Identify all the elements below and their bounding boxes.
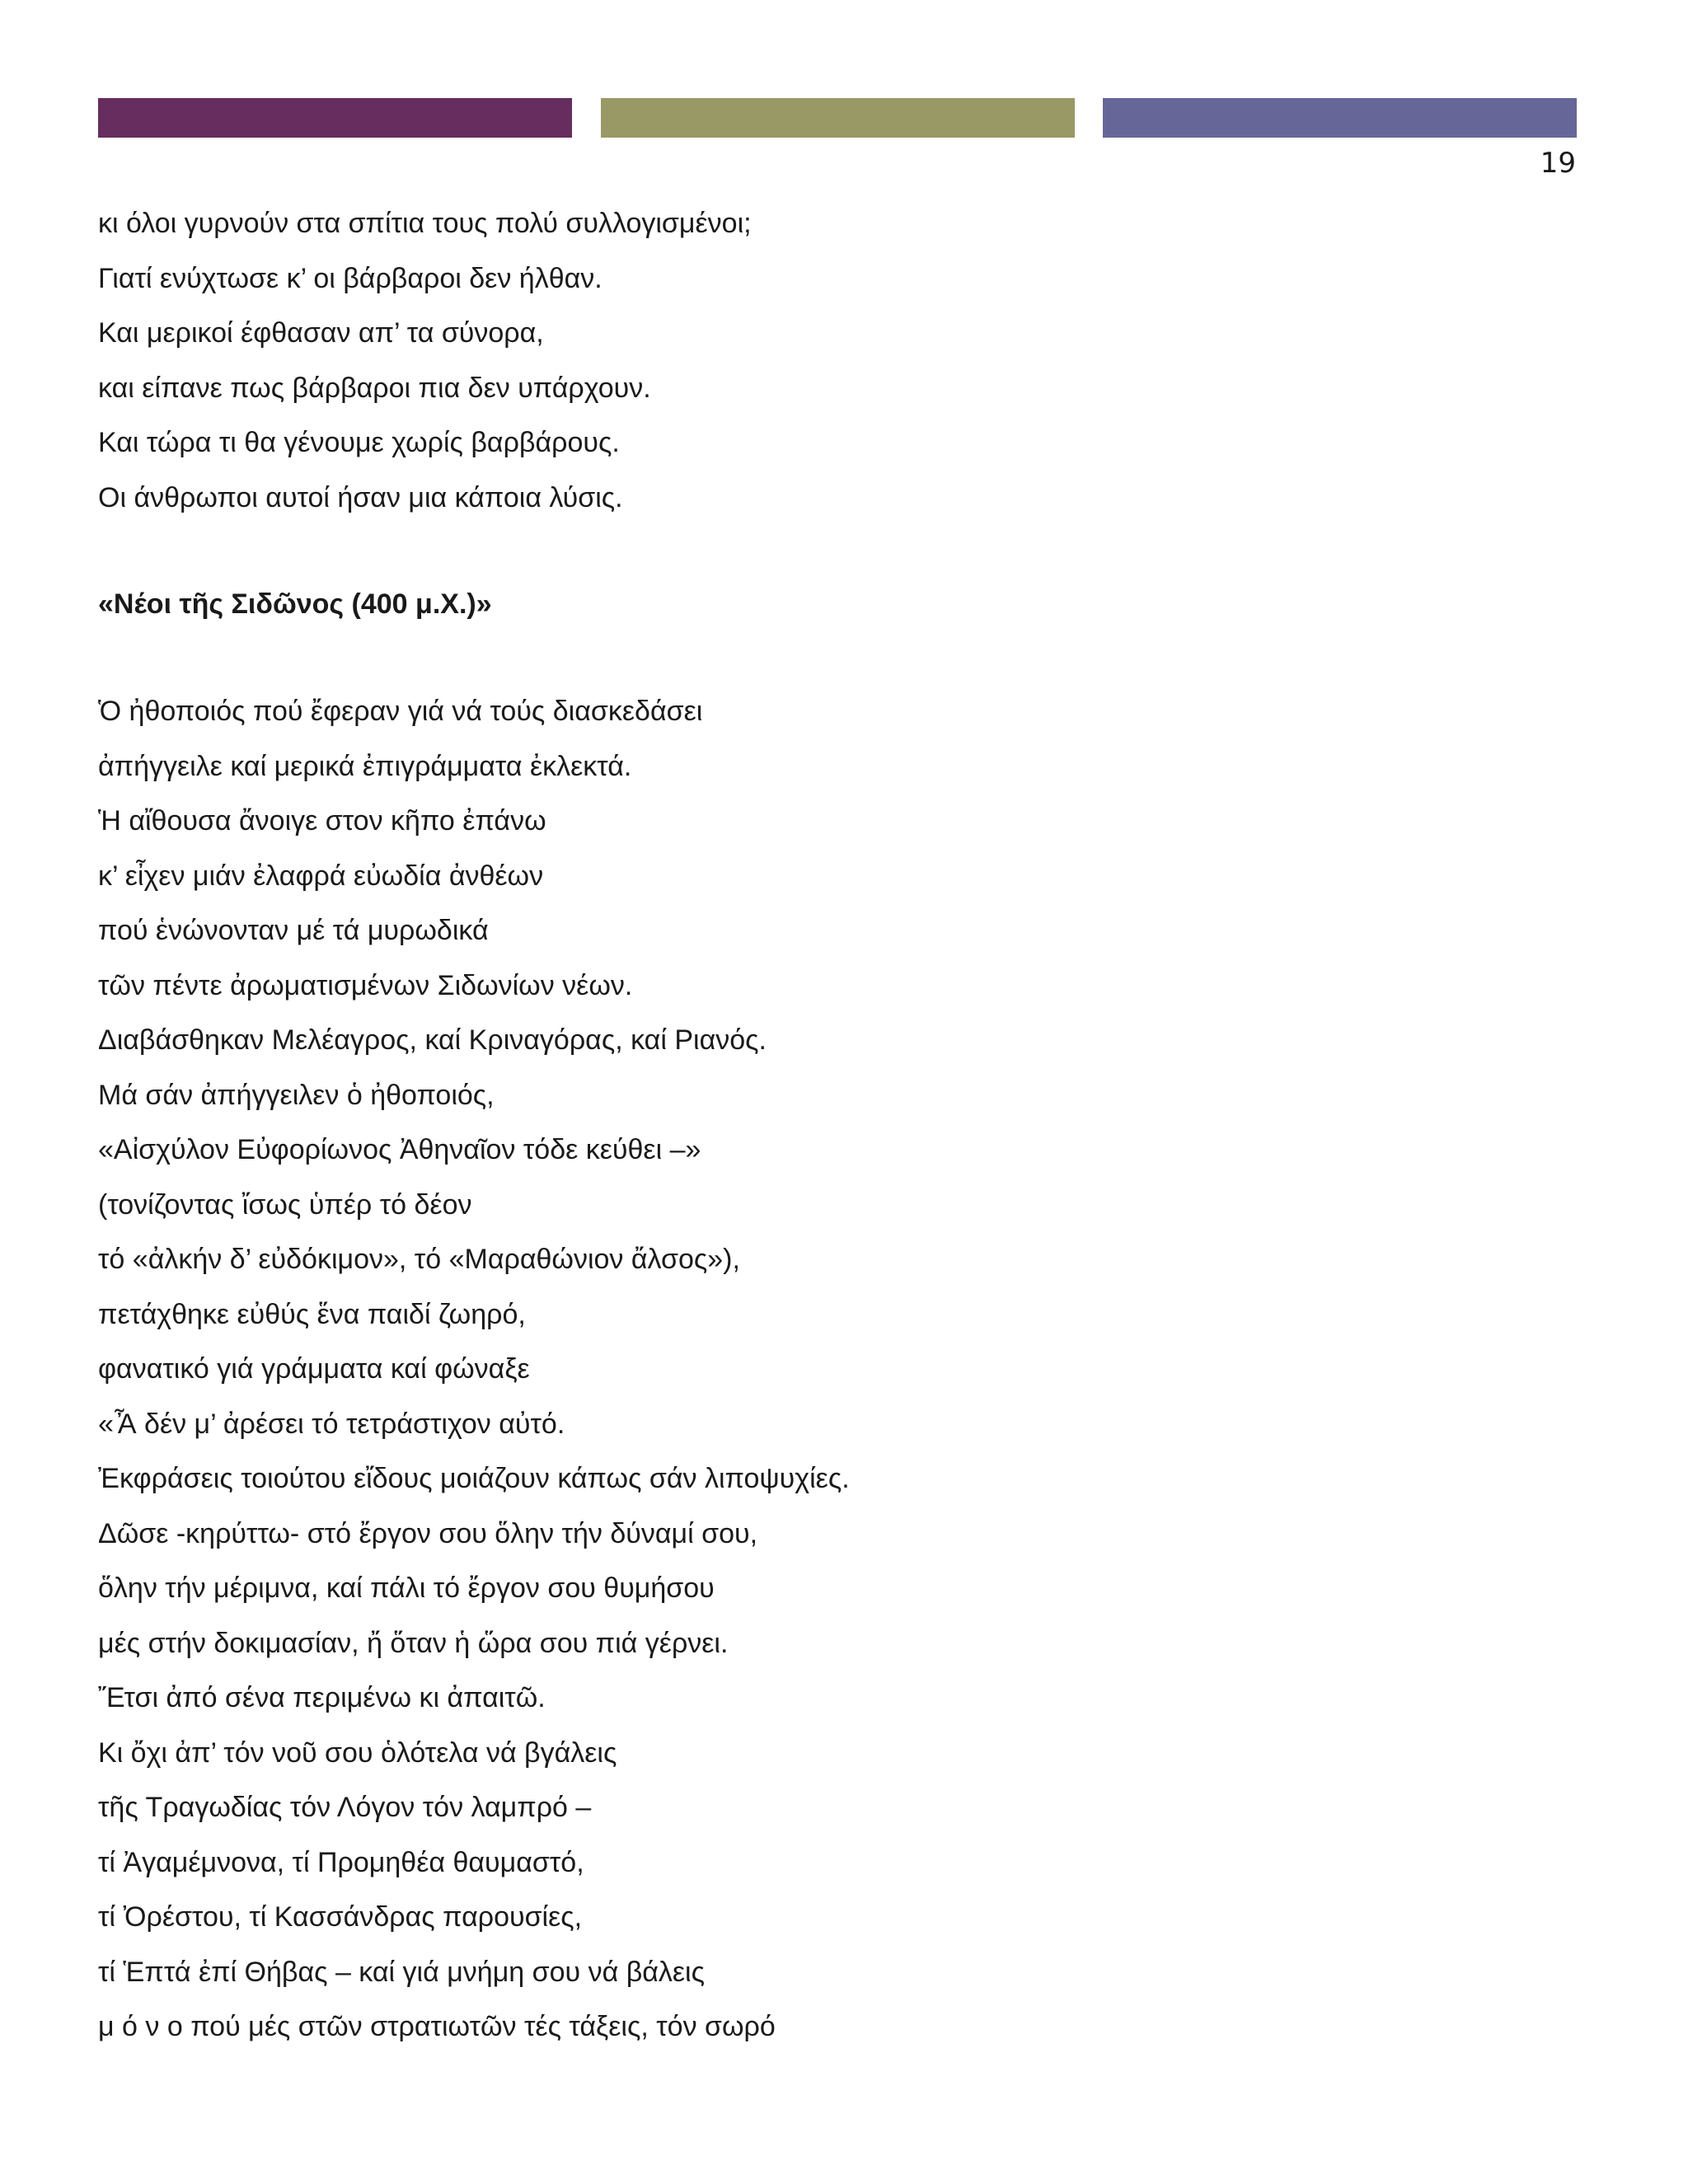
header-bar-slate-blue	[1103, 98, 1577, 138]
poem-line: τί Ἀγαμέμνονα, τί Προμηθέα θαυμαστό,	[98, 1846, 584, 1878]
poem-line: Ὁ ἠθοποιός πού ἔφεραν γιά νά τούς διασκεδάσει	[98, 696, 703, 727]
poem-line: Γιατί ενύχτωσε κ’ οι βάρβαροι δεν ήλθαν.	[98, 262, 603, 294]
poem-line: και είπανε πως βάρβαροι πια δεν υπάρχουν.	[98, 372, 651, 404]
poem-line: ὅλην τήν μέριμνα, καί πάλι τό ἔργον σου θυμήσου	[98, 1572, 715, 1604]
poem-line: κι όλοι γυρνούν στα σπίτια τους πολύ συλλογισμένοι;	[98, 208, 752, 239]
poem-line: Και μερικοί έφθασαν απ’ τα σύνορα,	[98, 317, 544, 349]
poem-line: «Αἰσχύλον Εὐφορίωνος Ἀθηναῖον τόδε κεύθει –»	[98, 1134, 701, 1165]
poem-line: τῶν πέντε ἀρωματισμένων Σιδωνίων νέων.	[98, 969, 633, 1001]
poem-line: (τονίζοντας ἴσως ὑπέρ τό δέον	[98, 1188, 472, 1221]
poem-line: Οι άνθρωποι αυτοί ήσαν μια κάποια λύσις.	[98, 481, 623, 513]
poem-line: Δῶσε -κηρύττω- στό ἔργον σου ὅλην τήν δύναμί σου,	[98, 1517, 758, 1549]
poem-line: τῆς Τραγωδίας τόν Λόγον τόν λαμπρό –	[98, 1792, 592, 1823]
poem-line: «Ἆ δέν μ’ ἀρέσει τό τετράστιχον αὐτό.	[98, 1408, 565, 1440]
poem-body	[98, 684, 1573, 2055]
poem-line: τί Ὀρέστου, τί Κασσάνδρας παρουσίες,	[98, 1901, 583, 1933]
poem-line: κ’ εἶχεν μιάν ἐλαφρά εὐωδία ἀνθέων	[98, 860, 544, 892]
poem-title: «Νέοι τῆς Σιδῶνος (400 μ.Χ.)»	[98, 588, 492, 620]
poem-line: πετάχθηκε εὐθύς ἕνα παιδί ζωηρό,	[98, 1298, 526, 1330]
poem-line: Διαβάσθηκαν Μελέαγρος, καί Κριναγόρας, καί Ριανός.	[98, 1024, 767, 1056]
poem-line: φανατικό γιά γράμματα καί φώναξε	[98, 1353, 530, 1385]
page-number: 19	[1540, 147, 1576, 180]
poem-line: πού ἑνώνονταν μέ τά μυρωδικά	[98, 915, 489, 946]
poem-line: Και τώρα τι θα γένουμε χωρίς βαρβάρους.	[98, 427, 620, 458]
poem-line: τό «ἀλκήν δ’ εὐδόκιμον», τό «Μαραθώνιον ἄλσος»),	[98, 1244, 740, 1275]
poem-line: τί Ἑπτά ἐπί Θήβας – καί γιά μνήμη σου νά βάλεις	[98, 1956, 705, 1988]
poem-line: μές στήν δοκιμασίαν, ἤ ὅταν ἡ ὥρα σου πιά γέρνει.	[98, 1627, 729, 1659]
header-bar-olive	[601, 98, 1075, 138]
poem-line: Ἔτσι ἀπό σένα περιμένω κι ἀπαιτῶ.	[98, 1682, 546, 1713]
header-decoration	[98, 98, 1577, 138]
header-bar-plum	[98, 98, 572, 138]
poem-line: ἀπήγγειλε καί μερικά ἐπιγράμματα ἐκλεκτά.	[98, 750, 632, 782]
poem-line: Ἐκφράσεις τοιούτου εἴδους μοιάζουν κάπως σάν λιποψυχίες.	[98, 1463, 850, 1494]
poem-line: μ ό ν ο πού μές στῶν στρατιωτῶν τές τάξεις, τόν σωρό	[98, 2011, 776, 2042]
intro-stanza	[98, 196, 1573, 525]
poem-line: Μά σάν ἀπήγγειλεν ὁ ἠθοποιός,	[98, 1079, 495, 1111]
poem-line: Κι ὄχι ἀπ’ τόν νοῦ σου ὁλότελα νά βγάλεις	[98, 1736, 617, 1769]
poem-line: Ἡ αἴθουσα ἄνοιγε στον κῆπο ἐπάνω	[98, 805, 546, 837]
